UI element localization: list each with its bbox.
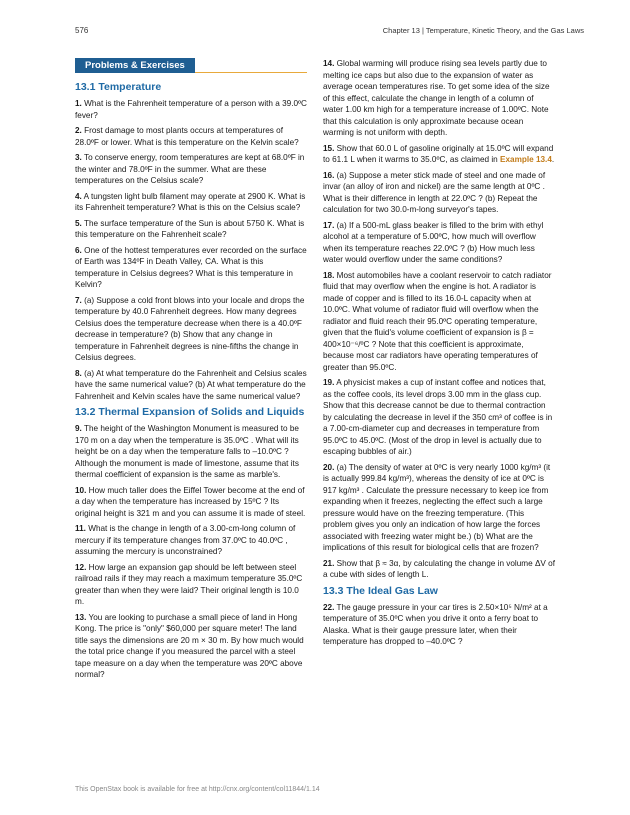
banner-title: Problems & Exercises: [75, 58, 195, 73]
problem-8: 8. (a) At what temperature do the Fahrenheit and Celsius scales have the same numerical value? (b) At what temperature do the Fahrenheit and Kelvin scales have the same numerical value?: [75, 368, 307, 401]
problem-5: 5. The surface temperature of the Sun is about 5750 K. What is this temperature on the Fahrenheit scale?: [75, 218, 305, 239]
example-link[interactable]: Example 13.4: [500, 155, 552, 164]
right-column: [323, 58, 555, 652]
problem-13: 13. You are looking to purchase a small piece of land in Hong Kong. The price is "only" $60,000 per square meter! The land title says the dimensions are 20 m × 30 m. By how much would the total price change if you measured the parcel with a steel tape measure on a day when the temperature was 20ºC above normal?: [75, 612, 304, 679]
problem-12: 12. How large an expansion gap should be left between steel railroad rails if they may reach a maximum temperature 35.0ºC greater than when they were laid? Their original length is 10.0 m.: [75, 562, 303, 606]
problem-22: 22. The gauge pressure in your car tires is 2.50×10⁵ N/m² at a temperature of 35.0ºC when you drive it onto a ferry boat to Alaska. What is their gauge pressure later, when their temperature has dropped to –40.0ºC ?: [323, 602, 548, 646]
left-column: [75, 58, 307, 685]
problem-3: 3. To conserve energy, room temperatures are kept at 68.0ºF in the winter and 78.0ºF in the summer. What are these temperatures on the Celsius scale?: [75, 153, 305, 185]
problem-21: 21. Show that β ≈ 3α, by calculating the change in volume ΔV of a cube with sides of length L.: [323, 558, 555, 579]
problem-19: 19. A physicist makes a cup of instant coffee and notices that, as the coffee cools, its level drops 3.00 mm in the glass cup. Show that this decrease cannot be due to thermal contraction by calculating the decrease in level if the 350 cm³ of coffee is in a 7.00-cm-diameter cup and decreases in temperature from 95.0ºC to 45.0ºC. (Most of the drop in level is actually due to escaping bubbles of air.): [323, 378, 553, 456]
problem-6: 6. One of the hottest temperatures ever recorded on the surface of Earth was 134ºF in Death Valley, CA. What is this temperature in Celsius degrees? What is this temperature in Kelvin?: [75, 245, 307, 289]
problem-7: 7. (a) Suppose a cold front blows into your locale and drops the temperature by 40.0 Fahrenheit degrees. How many degrees Celsius does the temperature decrease when there is a 40.0ºF decrease in temperature? (b) Show that any change in temperature in Fahrenheit degrees is nine-fifths the change in Celsius degrees.: [75, 295, 305, 362]
problem-15: 15. Show that 60.0 L of gasoline originally at 15.0ºC will expand to 61.1 L when it warms to 35.0ºC, as claimed in Example 13.4.: [323, 143, 555, 164]
problem-1: 1. What is the Fahrenheit temperature of a person with a 39.0ºC fever?: [75, 99, 307, 120]
problem-11: 11. What is the change in length of a 3.00-cm-long column of mercury if its temperature changes from 37.0ºC to 40.0ºC , assuming the mercury is unconstrained?: [75, 524, 296, 556]
problem-9: 9. The height of the Washington Monument is measured to be 170 m on a day when the temperature is 35.0ºC . What will its height be on a day when the temperature falls to –10.0ºC ? Although the monument is made of limestone, assume that its thermal coefficient of expansion is the same as marble's.: [75, 424, 299, 479]
problem-4: 4. A tungsten light bulb filament may operate at 2900 K. What is its Fahrenheit temperature? What is this on the Celsius scale?: [75, 191, 306, 212]
chapter-header: Chapter 13 | Temperature, Kinetic Theory, and the Gas Laws: [382, 26, 584, 35]
section-heading: 13.2 Thermal Expansion of Solids and Liquids: [75, 406, 305, 418]
problems-banner: [75, 58, 307, 73]
page-footer: This OpenStax book is available for free at http://cnx.org/content/col11844/1.14: [75, 786, 320, 793]
problem-17: 17. (a) If a 500-mL glass beaker is filled to the brim with ethyl alcohol at a temperature of 5.00ºC, how much will overflow when its temperature reaches 22.0ºC ? (b) How much less water would overflow under the same conditions?: [323, 220, 544, 264]
problem-2: 2. Frost damage to most plants occurs at temperatures of 28.0ºF or lower. What is this temperature on the Kelvin scale?: [75, 126, 299, 147]
problem-20: 20. (a) The density of water at 0ºC is very nearly 1000 kg/m³ (it is actually 999.84 kg/m³), whereas the density of ice at 0ºC is 917 kg/m³ . Calculate the pressure necessary to keep ice from expanding when it freezes, neglecting the effect such a large pressure would have on the freezing temperature. (This problem gives you only an indication of how large the forces associated with freezing water might be.) (b) What are the implications of this result for biological cells that are frozen?: [323, 462, 551, 552]
page-number: 576: [75, 26, 89, 35]
problem-14: 14. Global warming will produce rising sea levels partly due to melting ice caps but also due to the expansion of water as average ocean temperatures rise. To get some idea of the size of this effect, calculate the change in length of a column of water 1.00 km high for a temperature increase of 1.00ºC. Note that this calculation is only approximate because ocean warming is not uniform with depth.: [323, 59, 550, 137]
problem-18: 18. Most automobiles have a coolant reservoir to catch radiator fluid that may overflow when the engine is hot. A radiator is made of copper and is filled to its 16.0-L capacity when at 10.0ºC. What volume of radiator fluid will overflow when the radiator and fluid reach their 95.0ºC operating temperature, given that the fluid's volume coefficient of expansion is β = 400×10⁻⁶/ºC ? Note that this coefficient is approximate, because most car radiators have operating temperatures of greater than 95.0ºC.: [323, 270, 552, 372]
problem-16: 16. (a) Suppose a meter stick made of steel and one made of invar (an alloy of iron and nickel) are the same length at 0ºC . What is their difference in length at 22.0ºC ? (b) Repeat the calculation for two 30.0-m-long surveyor's tapes.: [323, 170, 546, 214]
section-heading: 13.3 The Ideal Gas Law: [323, 584, 438, 597]
section-heading: 13.1 Temperature: [75, 81, 162, 93]
problem-10: 10. How much taller does the Eiffel Tower become at the end of a day when the temperature has increased by 15ºC ? Its original height is 321 m and you can assume it is made of steel.: [75, 485, 306, 518]
